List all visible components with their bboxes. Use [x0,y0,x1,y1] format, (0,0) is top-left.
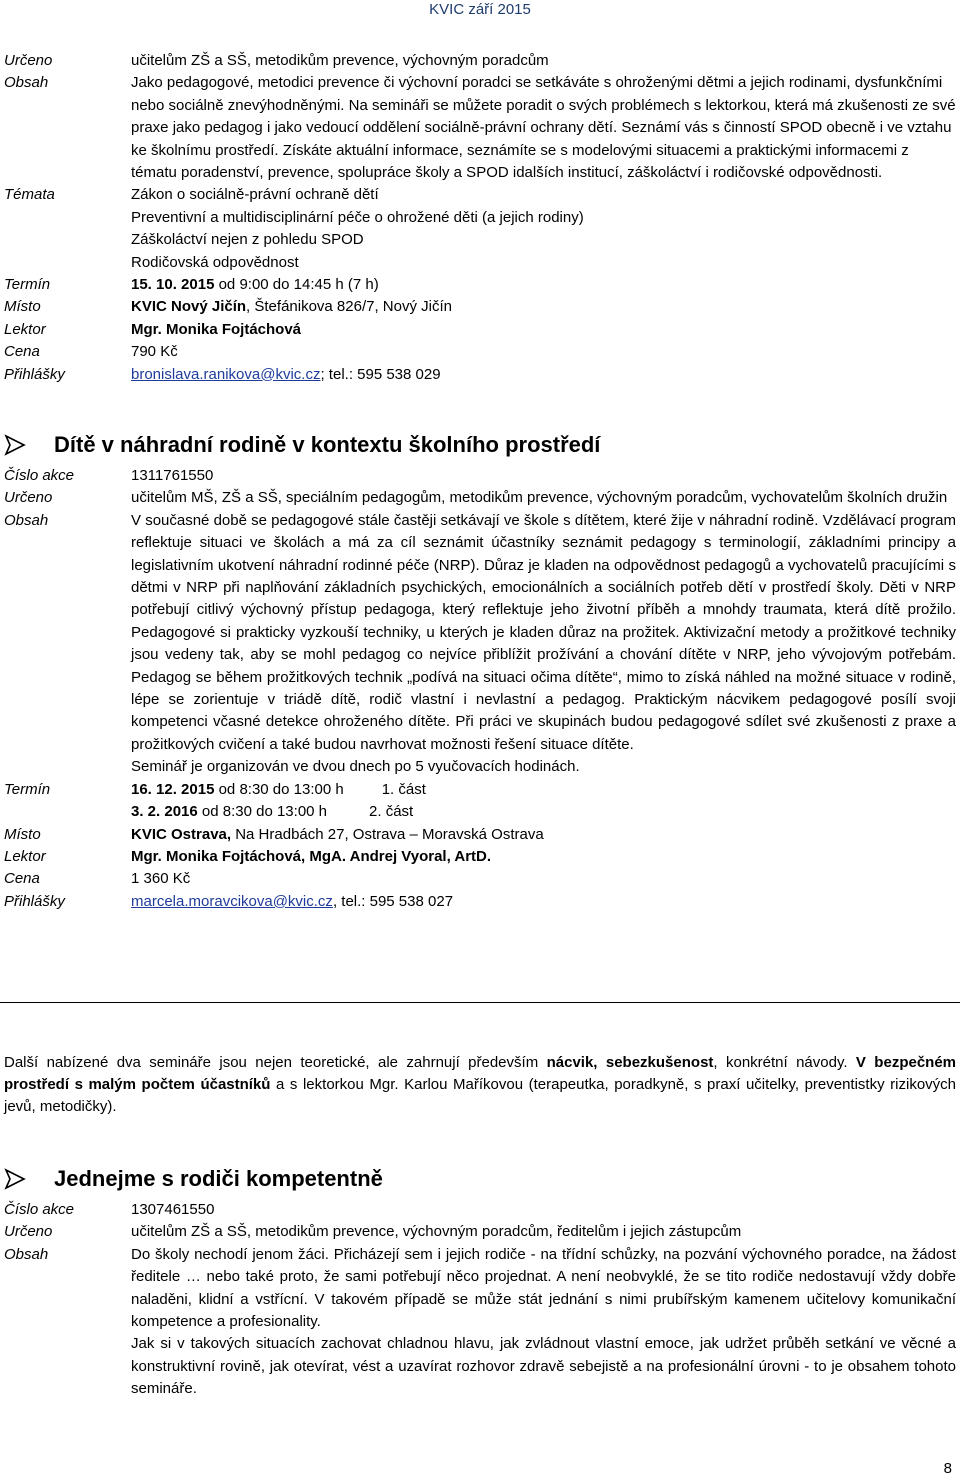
tema-item: Záškoláctví nejen z pohledu SPOD [131,231,364,249]
seminar-3-title: Jednejme s rodiči kompetentně [54,1166,383,1191]
urceno-row [4,487,956,509]
termin-time: od 9:00 do 14:45 h (7 h) [214,276,379,294]
obsah-row [4,1244,956,1401]
obsah-row [4,510,956,779]
tema-item: Rodičovská odpovědnost [131,253,299,271]
termin2-part: 2. část [369,803,414,821]
termin-label: Termín [4,780,51,798]
lektor-row [4,846,956,868]
obsah-label: Obsah [4,511,49,529]
misto-address: Na Hradbách 27, Ostrava – Moravská Ostrava [231,825,544,843]
obsah-label: Obsah [4,74,49,92]
misto-row [4,296,956,318]
seminar-1-details [4,50,956,386]
cena-label: Cena [4,870,40,888]
termin-row [4,274,956,296]
divider-top [0,1002,960,1003]
seminar-2-heading [4,432,600,458]
seminar-2-details [4,465,956,913]
lektor-name: Mgr. Monika Fojtáchová, MgA. Andrej Vyoral, ArtD. [131,847,492,865]
termin2-time: od 8:30 do 13:00 h [197,803,328,821]
tema-item: Zákon o sociálně-právní ochraně dětí [131,186,379,204]
urceno-label: Určeno [4,489,53,507]
obsah-row [4,72,956,184]
lektor-row [4,319,956,341]
urceno-value: učitelům ZŠ a SŠ, metodikům prevence, výchovným poradcům [131,52,549,69]
urceno-label: Určeno [4,1223,53,1241]
termin-label: Termín [4,276,51,294]
cena-row [4,868,956,890]
temata-list [131,184,956,274]
urceno-row [4,50,956,72]
obsah-value: V současné době se pedagogové stále častěji setkávají ve škole s dítětem, které žije v náhradní rodině. Vzdělávací program reflektuje situaci ve školách a má za cíl seznámit účastníky seznámit pedagogy s terminologií, základními principy a legislativním ukotvení náhradní rodinné péče (NRP). Důraz je kladen na odpovědnost pedagogů a vychovatelů pracujícími s dětmi v NRP při naplňování základních psychických, emocionálních a sociálních potřeb dětí v prostředí školy. Děti v NRP potřebují citlivý výchovný přístup pedagoga, který reflektuje jeho životní příběh a mnohdy traumata, která dítě prožilo. Pedagogové si prakticky vyzkouší techniky, u kterých je kladen důraz na prožitek. Aktivizační metody a prožitkové techniky jsou vedeny tak, aby se mohl pedagog co nejvíce přiblížit prožívání a chování dítěte v NRP, jeho vývojovým potřebám. Pedagog se během prožitkových technik „podívá na situaci očima dítěte“, mimo to získá náhled na možné situace v rodině, lépe se zorientuje v triádě dítě, rodič vlastní i nevlastní a pedagog. Praktickým nácvikem pedagogové posílí svoji kompetenci včasné detekce ohroženého dítěte. Při práci ve skupinách budou pedagogové sdílet své zkušenosti z praxe a prožitkových cvičení a také budou navrhovat možnosti řešení situace dítěte. [131,511,956,753]
lektor-label: Lektor [4,847,46,865]
misto-label: Místo [4,825,41,843]
misto-name: KVIC Ostrava, [131,825,232,843]
email-link[interactable]: bronislava.ranikova@kvic.cz [131,365,321,383]
email-link[interactable]: marcela.moravcikova@kvic.cz [131,892,333,910]
temata-row [4,184,956,274]
seminar-2-title: Dítě v náhradní rodině v kontextu školního prostředí [54,432,601,457]
lektor-label: Lektor [4,320,46,338]
phone-text: ; tel.: 595 538 029 [320,365,441,383]
temata-label: Témata [4,186,55,204]
cislo-row [4,465,956,487]
obsah-label: Obsah [4,1245,49,1263]
prihlasky-row [4,364,956,386]
seminar-3-heading [4,1166,383,1192]
arrow-bullet-icon [4,434,28,456]
termin1-part: 1. část [381,780,426,798]
cislo-label: Číslo akce [4,467,75,484]
arrow-bullet-icon [4,1168,28,1190]
cislo-row [4,1199,956,1221]
prihlasky-label: Přihlášky [4,365,65,383]
obsah-value-2: Jak si v takových situacích zachovat chladnou hlavu, jak zvládnout vlastní emoce, jak udržet průběh setkání ve věcné a konstruktivní rovině, jak otevírat, vést a uzavírat rozhovor zdravě sebejistě a na profesionální úrovni - to je obsahem tohoto semináře. [131,1335,956,1398]
obsah-value: Jako pedagogové, metodici prevence či výchovní poradci se setkáváte s ohroženými dětmi a jejich rodinami, dysfunkčními nebo sociálně znevýhodněnými. Na semináři se můžete poradit o svých problémech s lektorkou, která má zkušenosti ze své praxe jako pedagog i jako vedoucí oddělení sociálně-právní ochrany dětí. Seznámí vás s činností SPOD obecně i ve vztahu ke školnímu prostředí. Získáte aktuální informace, seznámíte se s modelovými situacemi a praktickými informacemi z tématu poradenství, prevence, spolupráce školy a SPOD idalších institucí, záškoláctví i rodičovské odpovědnosti. [131,74,956,182]
cislo-label: Číslo akce [4,1201,75,1218]
misto-label: Místo [4,298,41,316]
prihlasky-row [4,891,956,913]
cena-value: 790 Kč [131,343,178,361]
cislo-value: 1307461550 [131,1201,215,1218]
misto-row [4,824,956,846]
urceno-row [4,1221,956,1243]
cena-label: Cena [4,343,40,361]
misto-name: KVIC Nový Jičín [131,298,247,316]
misto-address: , Štefánikova 826/7, Nový Jičín [246,298,452,316]
phone-text: , tel.: 595 538 027 [332,892,454,910]
termin2-date: 3. 2. 2016 [131,803,198,821]
termin1-time: od 8:30 do 13:00 h [214,780,344,798]
cislo-value: 1311761550 [131,467,214,484]
page-header: KVIC září 2015 [429,1,531,18]
termin1-date: 16. 12. 2015 [131,780,215,798]
obsah-value: Do školy nechodí jenom žáci. Přicházejí sem i jejich rodiče - na třídní schůzky, na pozvání výchovného poradce, na žádost ředitele … nebo také proto, že sami potřebují něco projednat. A není neobvyklé, že se tito rodiče nedostavují vždy dobře naladěni, klidní a vstřícní. V takovém případě se může stát jednání s nimi prubířským kamenem učitelovy komunikační kompetence a profesionality. [131,1245,956,1331]
tema-item: Preventivní a multidisciplinární péče o ohrožené děti (a jejich rodiny) [131,208,584,226]
urceno-label: Určeno [4,52,53,69]
obsah-note: Seminář je organizován ve dvou dnech po 5 vyučovacích hodinách. [131,758,580,776]
termin-date: 15. 10. 2015 [131,276,215,294]
urceno-value: učitelům MŠ, ZŠ a SŠ, speciálním pedagogům, metodikům prevence, výchovným poradcům, vychovatelům školních družin [131,489,948,507]
lektor-name: Mgr. Monika Fojtáchová [131,320,302,338]
prihlasky-label: Přihlášky [4,892,65,910]
seminar-3-details [4,1199,956,1401]
termin-row [4,779,956,824]
urceno-value: učitelům ZŠ a SŠ, metodikům prevence, výchovným poradcům, ředitelům i jejich zástupcům [131,1223,742,1241]
intro-paragraph: Další nabízené dva semináře jsou nejen teoretické, ale zahrnují především nácvik, sebezkušenost, konkrétní návody. V bezpečném prostředí s malým počtem účastníků a s lektorkou Mgr. Karlou Maříkovou (terapeutka, poradkyně, s praxí učitelky, preventistky rizikových jevů, metodičky). [4,1054,957,1115]
cena-value: 1 360 Kč [131,870,191,888]
page-number: 8 [943,1460,952,1477]
cena-row [4,341,956,363]
